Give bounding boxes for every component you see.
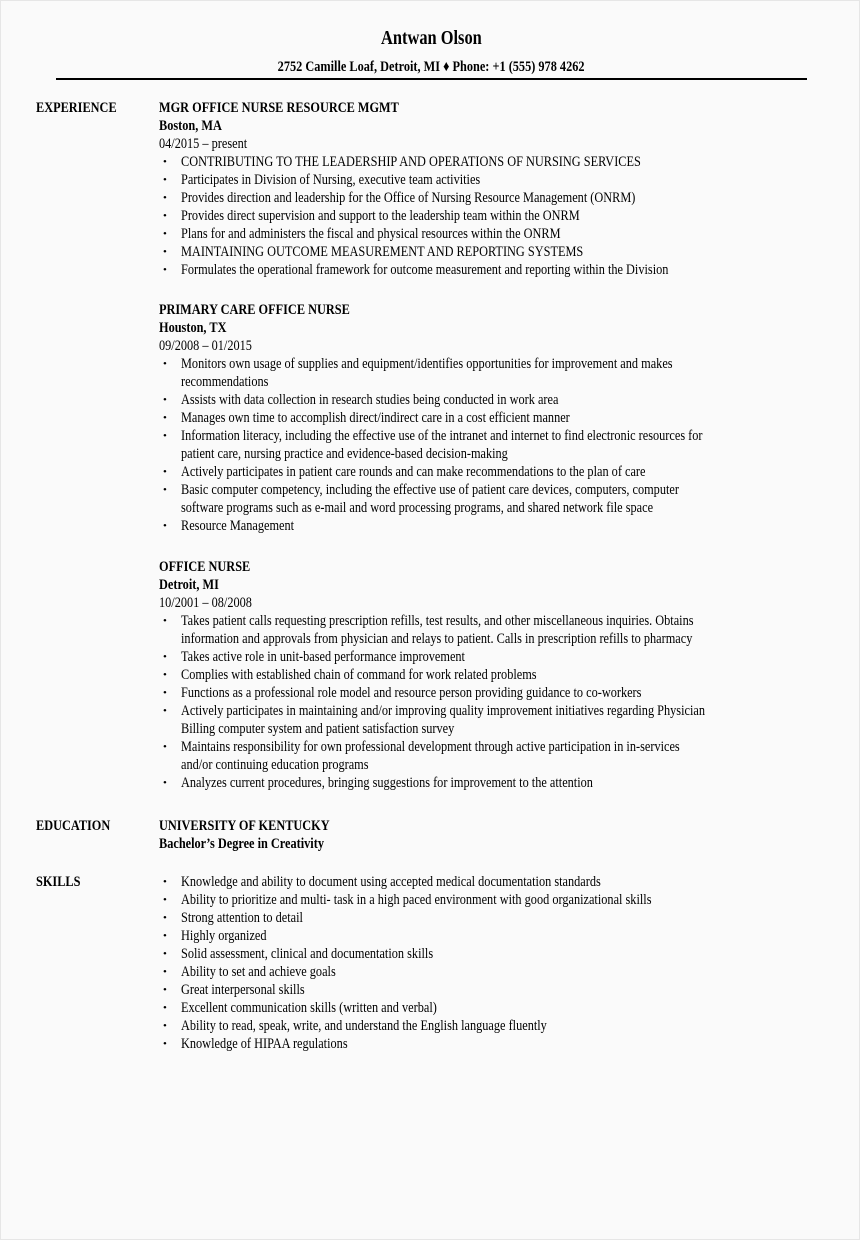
list-item: • Participates in Division of Nursing, executive team activities [163,172,481,188]
job-location: Houston, TX [159,320,227,336]
degree: Bachelor’s Degree in Creativity [159,836,324,852]
job-location: Boston, MA [159,118,222,134]
job-bullets [159,153,775,279]
list-item: • Information literacy, including the effective use of the intranet and internet to find electronic resources for patient care, nursing practice and evidence-based decision-making [163,428,703,462]
bullet-icon: • [163,669,167,681]
job-title: MGR OFFICE NURSE RESOURCE MGMT [159,100,399,116]
bullet-icon: • [163,984,167,996]
list-item: • Manages own time to accomplish direct/indirect care in a cost efficient manner [163,410,570,426]
list-item: • Maintains responsibility for own professional development through active participation in in-services and/or continuing education programs [163,739,680,773]
bullet-icon: • [163,174,167,186]
section-label-education: EDUCATION [36,818,111,834]
bullet-icon: • [163,430,167,442]
contact-line: 2752 Camille Loaf, Detroit, MI ♦ Phone: +1 (555) 978 4262 [277,59,585,75]
section-label-skills: SKILLS [36,874,81,890]
job-bullets [159,612,820,792]
candidate-name: Antwan Olson [380,27,482,49]
bullet-icon: • [163,894,167,906]
bullet-icon: • [163,394,167,406]
list-item: • Analyzes current procedures, bringing suggestions for improvement to the attention [163,775,593,791]
bullet-icon: • [163,520,167,532]
job-dates: 10/2001 – 08/2008 [159,595,252,611]
bullet-icon: • [163,876,167,888]
list-item: • Basic computer competency, including the effective use of patient care devices, computers, computer software programs such as e-mail and word processing programs, and shared network file space [163,482,679,516]
list-item: • Great interpersonal skills [163,982,305,998]
list-item: • Actively participates in maintaining and/or improving quality improvement initiatives regarding Physician Billing computer system and patient satisfaction survey [163,703,706,737]
job-entry [159,558,820,792]
list-item: • Takes patient calls requesting prescription refills, test results, and other miscellaneous inquiries. Obtains information and approvals from physician and relays to patient. Calls in prescription refills to pharmacy [163,613,694,647]
list-item: • Excellent communication skills (written and verbal) [163,1000,437,1016]
bullet-icon: • [163,264,167,276]
bullet-icon: • [163,1020,167,1032]
education-entry [159,817,367,853]
bullet-icon: • [163,966,167,978]
list-item: • Knowledge of HIPAA regulations [163,1036,348,1052]
list-item: • Plans for and administers the fiscal and physical resources within the ONRM [163,226,561,242]
list-item: • Actively participates in patient care rounds and can make recommendations to the plan of care [163,464,646,480]
list-item: • Functions as a professional role model and resource person providing guidance to co-workers [163,685,642,701]
list-item: • Ability to read, speak, write, and understand the English language fluently [163,1018,547,1034]
job-dates: 04/2015 – present [159,136,248,152]
bullet-icon: • [163,1002,167,1014]
list-item: • Monitors own usage of supplies and equipment/identifies opportunities for improvement and makes recommendations [163,356,673,390]
bullet-icon: • [163,741,167,753]
bullet-icon: • [163,930,167,942]
list-item: • Knowledge and ability to document using accepted medical documentation standards [163,874,601,890]
job-entry [159,301,817,535]
section-label-experience: EXPERIENCE [36,100,117,116]
job-entry [159,99,775,279]
bullet-icon: • [163,777,167,789]
list-item: • Strong attention to detail [163,910,303,926]
bullet-icon: • [163,156,167,168]
bullet-icon: • [163,358,167,370]
bullet-icon: • [163,687,167,699]
list-item: • CONTRIBUTING TO THE LEADERSHIP AND OPERATIONS OF NURSING SERVICES [163,154,641,170]
job-dates: 09/2008 – 01/2015 [159,338,252,354]
bullet-icon: • [163,228,167,240]
list-item: • Ability to prioritize and multi- task in a high paced environment with good organizational skills [163,892,652,908]
job-bullets [159,355,817,535]
job-location: Detroit, MI [159,577,219,593]
bullet-icon: • [163,948,167,960]
job-title: OFFICE NURSE [159,559,251,575]
bullet-icon: • [163,210,167,222]
list-item: • MAINTAINING OUTCOME MEASUREMENT AND REPORTING SYSTEMS [163,244,584,260]
bullet-icon: • [163,246,167,258]
bullet-icon: • [163,615,167,627]
bullet-icon: • [163,912,167,924]
bullet-icon: • [163,705,167,717]
list-item: • Provides direct supervision and support to the leadership team within the ONRM [163,208,580,224]
list-item: • Assists with data collection in research studies being conducted in work area [163,392,559,408]
list-item: • Complies with established chain of command for work related problems [163,667,537,683]
bullet-icon: • [163,651,167,663]
bullet-icon: • [163,1038,167,1050]
list-item: • Formulates the operational framework for outcome measurement and reporting within the Division [163,262,669,278]
bullet-icon: • [163,484,167,496]
list-item: • Resource Management [163,518,295,534]
header-divider [56,78,807,80]
bullet-icon: • [163,192,167,204]
list-item: • Provides direction and leadership for the Office of Nursing Resource Management (ONRM) [163,190,636,206]
school-name: UNIVERSITY OF KENTUCKY [159,818,330,834]
bullet-icon: • [163,412,167,424]
job-title: PRIMARY CARE OFFICE NURSE [159,302,350,318]
bullet-icon: • [163,466,167,478]
skills-list [159,873,755,1053]
list-item: • Highly organized [163,928,267,944]
list-item: • Solid assessment, clinical and documentation skills [163,946,434,962]
list-item: • Takes active role in unit-based performance improvement [163,649,465,665]
list-item: • Ability to set and achieve goals [163,964,336,980]
